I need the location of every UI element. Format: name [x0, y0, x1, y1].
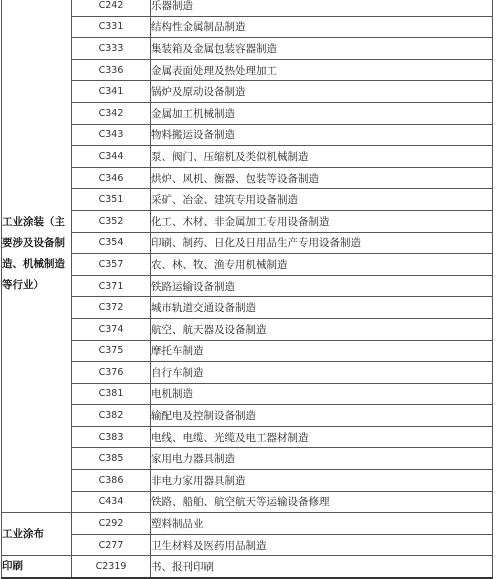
industry-code-cell: C343 [72, 124, 151, 146]
industry-code-cell: C292 [72, 513, 151, 535]
table-row [2, 16, 493, 38]
category-cell [2, 556, 72, 579]
table-row [2, 556, 493, 579]
industry-code-cell: C434 [72, 491, 151, 513]
category-label: 造、机械制造 [2, 257, 65, 270]
table-row [2, 232, 493, 254]
industry-name-cell: 输配电及控制设备制造 [151, 405, 493, 427]
industry-name-cell: 航空、航天器及设备制造 [151, 318, 493, 340]
industry-code-cell: C277 [72, 534, 151, 556]
industry-code-cell: C242 [72, 0, 151, 16]
table-row [2, 81, 493, 103]
table-row [2, 254, 493, 276]
table-row [2, 124, 493, 146]
table-row [2, 102, 493, 124]
industry-code-cell: C336 [72, 59, 151, 81]
table-row [2, 146, 493, 168]
industry-code-cell: C341 [72, 81, 151, 103]
industry-code-cell: C357 [72, 254, 151, 276]
industry-name-cell: 烘炉、风机、衡器、包装等设备制造 [151, 167, 493, 189]
industry-name-cell: 金属表面处理及热处理加工 [151, 59, 493, 81]
table-row [2, 340, 493, 362]
industry-code-cell: C374 [72, 318, 151, 340]
industry-code-cell: C375 [72, 340, 151, 362]
table-row [2, 59, 493, 81]
table-body [2, 0, 493, 578]
table-row [2, 448, 493, 470]
table-row [2, 210, 493, 232]
industry-name-cell: 塑料制品业 [151, 513, 493, 535]
industry-code-cell: C344 [72, 146, 151, 168]
industry-name-cell: 电机制造 [151, 383, 493, 405]
industry-name-cell: 非电力家用器具制造 [151, 470, 493, 492]
industry-name-cell: 物料搬运设备制造 [151, 124, 493, 146]
table-row [2, 362, 493, 384]
category-cell [2, 513, 72, 556]
industry-name-cell: 化工、木材、非金属加工专用设备制造 [151, 210, 493, 232]
industry-name-cell: 印刷、制药、日化及日用品生产专用设备制造 [151, 232, 493, 254]
table-row [2, 189, 493, 211]
industry-code-cell: C342 [72, 102, 151, 124]
industry-name-cell: 农、林、牧、渔专用机械制造 [151, 254, 493, 276]
table-row [2, 426, 493, 448]
industry-name-cell: 摩托车制造 [151, 340, 493, 362]
industry-code-cell: C385 [72, 448, 151, 470]
industry-code-cell: C372 [72, 297, 151, 319]
table-row [2, 167, 493, 189]
industry-name-cell: 金属加工机械制造 [151, 102, 493, 124]
industry-code-table [1, 0, 493, 579]
industry-code-cell: C382 [72, 405, 151, 427]
category-cell [2, 0, 72, 513]
table-row [2, 491, 493, 513]
industry-name-cell: 乐器制造 [151, 0, 493, 16]
industry-name-cell: 城市轨道交通设备制造 [151, 297, 493, 319]
industry-code-cell: C386 [72, 470, 151, 492]
table-row [2, 513, 493, 535]
industry-code-cell: C351 [72, 189, 151, 211]
table-row [2, 0, 493, 16]
industry-code-cell: C331 [72, 16, 151, 38]
category-label: 等行业） [2, 278, 44, 291]
category-label: 工业涂布 [2, 527, 44, 540]
industry-name-cell: 书、报刊印刷 [151, 556, 493, 579]
industry-name-cell: 家用电力器具制造 [151, 448, 493, 470]
category-label: 要涉及设备制 [2, 236, 65, 249]
industry-name-cell: 集装箱及金属包装容器制造 [151, 38, 493, 60]
industry-code-cell: C376 [72, 362, 151, 384]
table-row [2, 297, 493, 319]
table-row [2, 275, 493, 297]
industry-name-cell: 锅炉及原动设备制造 [151, 81, 493, 103]
table-row [2, 383, 493, 405]
table-row [2, 38, 493, 60]
industry-code-cell: C383 [72, 426, 151, 448]
industry-code-cell: C381 [72, 383, 151, 405]
industry-name-cell: 铁路、船舶、航空航天等运输设备修理 [151, 491, 493, 513]
table-row [2, 405, 493, 427]
industry-name-cell: 结构性金属制品制造 [151, 16, 493, 38]
industry-code-cell: C354 [72, 232, 151, 254]
industry-name-cell: 采矿、冶金、建筑专用设备制造 [151, 189, 493, 211]
industry-code-cell: C371 [72, 275, 151, 297]
industry-name-cell: 自行车制造 [151, 362, 493, 384]
table-row [2, 470, 493, 492]
category-label: 印刷 [2, 560, 23, 573]
category-label: 工业涂装（主 [2, 215, 65, 228]
industry-code-cell: C333 [72, 38, 151, 60]
industry-name-cell: 卫生材料及医药用品制造 [151, 534, 493, 556]
industry-code-cell: C346 [72, 167, 151, 189]
industry-name-cell: 电线、电缆、光缆及电工器材制造 [151, 426, 493, 448]
table-row [2, 318, 493, 340]
industry-name-cell: 铁路运输设备制造 [151, 275, 493, 297]
industry-code-cell: C352 [72, 210, 151, 232]
industry-name-cell: 泵、阀门、压缩机及类似机械制造 [151, 146, 493, 168]
industry-code-cell: C2319 [72, 556, 151, 579]
